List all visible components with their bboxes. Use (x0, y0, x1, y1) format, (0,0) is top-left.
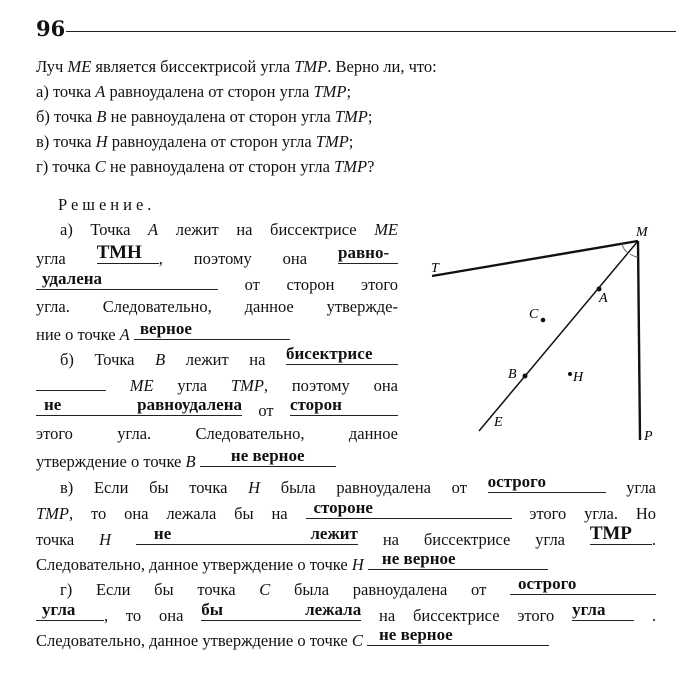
text-segment: является биссектрисой угла (91, 57, 295, 76)
text-segment: не равноудалена от сторон угла (106, 107, 335, 126)
text-segment: B (185, 452, 196, 471)
text-segment: , то она лежала бы на (69, 504, 288, 523)
text-segment: H (248, 478, 261, 497)
label-h: H (573, 370, 584, 385)
answer-text: острого (518, 574, 577, 593)
text-segment: C (94, 157, 106, 176)
text-segment: была равноудалена от (294, 580, 487, 599)
answer-text: бы лежала (201, 600, 362, 619)
label-e: E (494, 415, 503, 430)
answer-text: равно- (338, 243, 390, 262)
answer-text: не равноудалена (44, 395, 242, 414)
text-segment: , то она (104, 606, 184, 625)
text-segment: Луч (36, 57, 68, 76)
label-c: C (529, 307, 539, 322)
text-segment: ME (67, 57, 92, 76)
text-segment: ? (367, 157, 375, 176)
label-a: A (599, 291, 608, 306)
text-segment: г) точка (36, 157, 95, 176)
text-segment: б) точка (36, 107, 97, 126)
text-segment: ME (374, 220, 399, 239)
text-segment: угла (177, 376, 208, 395)
text-segment: точка (36, 530, 75, 549)
text-segment: б) Точка (60, 350, 135, 369)
text-segment: ; (346, 82, 352, 101)
answer-text: верное (139, 319, 192, 338)
text-segment: Следовательно, данное утверждение о точке (36, 555, 348, 574)
text-segment: а) точка (36, 82, 96, 101)
ray-me-bisector (479, 241, 638, 431)
text-segment: TMP (334, 157, 368, 176)
ray-mp (638, 241, 640, 440)
text-segment: в) Если бы точка (60, 478, 228, 497)
point-c (541, 318, 546, 323)
label-b: B (508, 367, 517, 382)
text-segment: на биссектрисе этого (379, 606, 555, 625)
ray-mt (432, 241, 638, 276)
text-segment: ние о точке (36, 325, 116, 344)
answer-text: острого (487, 472, 546, 491)
text-segment: равноудалена от сторон угла (105, 82, 314, 101)
text-segment: TMP (36, 504, 69, 523)
text-segment: г) Если бы точка (60, 580, 236, 599)
text-segment: . Верно ли, что: (327, 57, 437, 76)
answer-text: не лежит (153, 524, 358, 543)
text-segment: A (95, 82, 106, 101)
text-segment: на биссектрисе угла (382, 530, 566, 549)
text-segment: H (351, 555, 364, 574)
page-number: 96 (36, 16, 66, 41)
answer-text: ТМН (96, 242, 142, 263)
text-segment: . (651, 530, 657, 549)
answer-text: ТМР (589, 523, 632, 544)
text-segment: . (651, 606, 657, 625)
text-segment: H (99, 530, 112, 549)
angle-arc-2 (630, 254, 638, 257)
text-segment: в) точка (36, 132, 96, 151)
text-segment: лежит на биссектрисе (175, 220, 357, 239)
text-segment: TMP (315, 132, 349, 151)
text-segment: лежит на (185, 350, 266, 369)
text-segment: B (155, 350, 166, 369)
solution-b-line4: этого угла. Следовательно, данное (36, 424, 398, 443)
text-segment: ; (348, 132, 354, 151)
text-segment: H (95, 132, 108, 151)
text-segment: от сторон этого (244, 275, 398, 294)
angle-arc-1 (622, 244, 628, 253)
text-segment: TMP (230, 376, 264, 395)
answer-text: угла (572, 600, 606, 619)
text-segment: A (119, 325, 130, 344)
text-segment: A (148, 220, 159, 239)
text-segment: угла (626, 478, 657, 497)
text-segment: утверждение о точке (36, 452, 182, 471)
label-m: M (636, 225, 648, 240)
text-segment: TMP (334, 107, 368, 126)
text-segment: была равноудалена от (280, 478, 467, 497)
text-segment: этого угла. Но (529, 504, 657, 523)
text-segment: от (258, 401, 274, 420)
label-p: P (644, 429, 653, 444)
text-segment: TMP (294, 57, 328, 76)
answer-text: не верное (379, 625, 453, 644)
point-b (523, 374, 528, 379)
solution-heading: Решение. (58, 195, 156, 214)
answer-text: удалена (42, 269, 103, 288)
answer-text: бисектрисе (286, 344, 373, 363)
point-h (568, 372, 572, 376)
text-segment: , поэтому она (158, 249, 308, 268)
solution-a-line4: угла. Следовательно, данное утвержде- (36, 297, 398, 316)
label-t: T (431, 261, 439, 276)
text-segment: не равноудалена от сторон угла (105, 157, 335, 176)
answer-text: стороне (313, 498, 373, 517)
answer-text: не верное (230, 446, 305, 465)
answer-text: угла (42, 600, 76, 619)
text-segment: C (259, 580, 271, 599)
text-segment: C (351, 631, 363, 650)
text-segment: B (96, 107, 107, 126)
text-segment: ME (129, 376, 154, 395)
answer-text: сторон (290, 395, 342, 414)
text-segment: а) Точка (60, 220, 131, 239)
answer-text: не верное (381, 549, 456, 568)
text-segment: , поэтому она (263, 376, 398, 395)
text-segment: ; (367, 107, 373, 126)
text-segment: Следовательно, данное утверждение о точке (36, 631, 348, 650)
text-segment: TMP (313, 82, 347, 101)
text-segment: равноудалена от сторон угла (107, 132, 316, 151)
text-segment: угла (36, 249, 66, 268)
